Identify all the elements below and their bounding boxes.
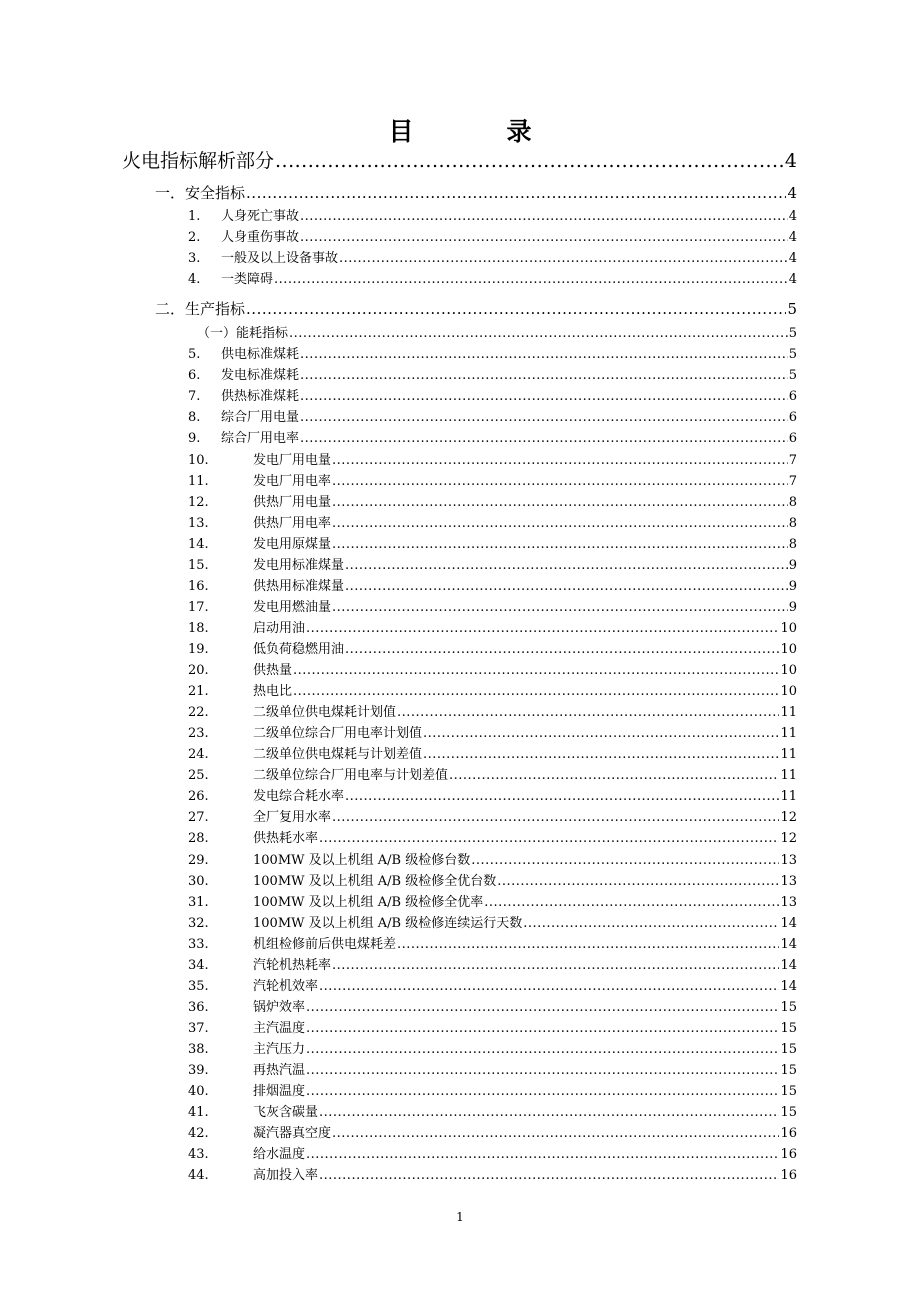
toc-entry-label: 供热厂用电率 xyxy=(253,516,332,531)
toc-entry-label: 汽轮机热耗率 xyxy=(253,958,332,973)
toc-entry[interactable] xyxy=(188,596,797,616)
toc-entry-number: 23. xyxy=(188,726,209,741)
toc-entry-number: 14. xyxy=(188,537,209,552)
toc-entry-page: 8 xyxy=(788,537,797,552)
toc-entry-label: 供热用标准煤量 xyxy=(253,579,345,594)
toc-entry-page: 4 xyxy=(788,272,797,287)
toc-entry-page: 4 xyxy=(787,184,797,202)
toc-entry-page: 14 xyxy=(780,958,797,973)
toc-entry-number: 35. xyxy=(188,979,209,994)
dot-leader xyxy=(449,768,779,783)
dot-leader xyxy=(345,579,788,594)
toc-entry-page: 15 xyxy=(780,1105,797,1120)
toc-entry-page: 10 xyxy=(780,663,797,678)
toc-entry-number: 8. xyxy=(188,410,201,425)
toc-entry-label: 主汽温度 xyxy=(253,1021,306,1036)
dot-leader xyxy=(300,347,788,362)
toc-entry[interactable] xyxy=(188,891,797,911)
toc-entry-number: 17. xyxy=(188,600,209,615)
toc-entry[interactable] xyxy=(188,533,797,553)
dot-leader xyxy=(300,209,788,224)
toc-entry[interactable] xyxy=(188,827,797,847)
toc-entry[interactable] xyxy=(188,226,797,246)
toc-entry-number: 44. xyxy=(188,1168,209,1183)
toc-entry-page: 5 xyxy=(788,368,797,383)
toc-entry-page: 9 xyxy=(788,600,797,615)
toc-entry[interactable] xyxy=(188,449,797,469)
toc-entry-label: 锅炉效率 xyxy=(253,1000,306,1015)
toc-entry-page: 6 xyxy=(788,389,797,404)
toc-entry[interactable] xyxy=(188,427,797,447)
dot-leader xyxy=(275,150,784,172)
dot-leader xyxy=(306,1063,779,1078)
toc-entry-number: 6. xyxy=(188,368,201,383)
toc-entry-number: 37. xyxy=(188,1021,209,1036)
toc-entry-label: 综合厂用电率 xyxy=(221,431,300,446)
toc-entry-label: 低负荷稳燃用油 xyxy=(253,642,345,657)
toc-entry-page: 10 xyxy=(780,642,797,657)
toc-entry-number: 30. xyxy=(188,874,209,889)
dot-leader xyxy=(246,184,786,202)
toc-entry[interactable] xyxy=(188,743,797,763)
toc-entry-number: 18. xyxy=(188,621,209,636)
toc-entry-label: 发电综合耗水率 xyxy=(253,789,345,804)
dot-leader xyxy=(397,937,779,952)
toc-entry-page: 5 xyxy=(787,300,797,318)
toc-entry-label: 100MW 及以上机组 A/B 级检修台数 xyxy=(253,853,471,868)
toc-entry[interactable] xyxy=(188,912,797,932)
toc-entry-page: 11 xyxy=(780,726,797,741)
toc-entry-label: 二级单位供电煤耗与计划差值 xyxy=(253,747,423,762)
toc-entry-label: 热电比 xyxy=(253,684,293,699)
toc-entry-label: 发电用原煤量 xyxy=(253,537,332,552)
toc-entry-number: 32. xyxy=(188,916,209,931)
dot-leader xyxy=(300,389,788,404)
toc-entry[interactable] xyxy=(188,701,797,721)
toc-entry[interactable] xyxy=(155,182,797,202)
toc-entry-number: 20. xyxy=(188,663,209,678)
toc-entry-number: 4. xyxy=(188,272,201,287)
dot-leader xyxy=(345,558,788,573)
toc-entry[interactable] xyxy=(188,343,797,363)
toc-entry-number: 43. xyxy=(188,1147,209,1162)
toc-entry-label: 发电用标准煤量 xyxy=(253,558,345,573)
toc-entry-label: 供热标准煤耗 xyxy=(221,389,300,404)
toc-entry-page: 9 xyxy=(788,558,797,573)
toc-entry[interactable] xyxy=(188,205,797,225)
dot-leader xyxy=(332,516,788,531)
toc-entry-label: 供热量 xyxy=(253,663,293,678)
toc-entry-label: 汽轮机效率 xyxy=(253,979,319,994)
toc-entry-page: 7 xyxy=(788,474,797,489)
toc-entry-page: 5 xyxy=(788,326,797,341)
toc-entry-number: 25. xyxy=(188,768,209,783)
dot-leader xyxy=(306,621,779,636)
dot-leader xyxy=(497,874,779,889)
toc-entry[interactable] xyxy=(188,385,797,405)
toc-entry-number: 22. xyxy=(188,705,209,720)
toc-entry-page: 4 xyxy=(788,230,797,245)
toc-entry-number: 27. xyxy=(188,810,209,825)
toc-entry-number: 38. xyxy=(188,1042,209,1057)
toc-entry-label: 综合厂用电量 xyxy=(221,410,300,425)
toc-entry-page: 16 xyxy=(780,1168,797,1183)
dot-leader xyxy=(471,853,779,868)
dot-leader xyxy=(397,705,779,720)
toc-entry-page: 11 xyxy=(780,789,797,804)
toc-entry[interactable] xyxy=(188,954,797,974)
toc-entry-label: 供热耗水率 xyxy=(253,831,319,846)
toc-entry-number: 28. xyxy=(188,831,209,846)
toc-entry[interactable] xyxy=(188,1143,797,1163)
toc-entry-label: 发电厂用电率 xyxy=(253,474,332,489)
toc-entry-number: 33. xyxy=(188,937,209,952)
dot-leader xyxy=(332,810,779,825)
toc-entry[interactable] xyxy=(188,575,797,595)
toc-entry[interactable] xyxy=(188,1059,797,1079)
toc-entry[interactable] xyxy=(188,722,797,742)
toc-entry[interactable] xyxy=(188,491,797,511)
toc-entry-label: 主汽压力 xyxy=(253,1042,306,1057)
toc-entry-page: 4 xyxy=(788,209,797,224)
dot-leader xyxy=(332,453,788,468)
toc-entry-label: 二级单位供电煤耗计划值 xyxy=(253,705,397,720)
toc-entry-number: 41. xyxy=(188,1105,209,1120)
toc-entry-label: 启动用油 xyxy=(253,621,306,636)
toc-entry[interactable] xyxy=(188,785,797,805)
toc-entry-number: 一． xyxy=(155,184,186,202)
toc-entry-label: 给水温度 xyxy=(253,1147,306,1162)
toc-entry[interactable] xyxy=(197,322,797,342)
toc-entry-label: 机组检修前后供电煤耗差 xyxy=(253,937,397,952)
toc-entry-label: 一类障碍 xyxy=(221,272,274,287)
toc-entry-label: 发电厂用电量 xyxy=(253,453,332,468)
toc-entry-page: 15 xyxy=(780,1042,797,1057)
toc-entry-number: 2. xyxy=(188,230,201,245)
dot-leader xyxy=(300,410,788,425)
toc-entry-page: 15 xyxy=(780,1021,797,1036)
toc-entry-label: 火电指标解析部分 xyxy=(122,150,275,172)
toc-entry-label: 生产指标 xyxy=(185,300,246,318)
toc-entry[interactable] xyxy=(188,659,797,679)
dot-leader xyxy=(300,431,788,446)
dot-leader xyxy=(484,895,779,910)
toc-entry[interactable] xyxy=(188,933,797,953)
toc-entry-number: 26. xyxy=(188,789,209,804)
toc-entry-page: 15 xyxy=(780,1063,797,1078)
dot-leader xyxy=(319,1105,779,1120)
toc-entry-label: 发电用燃油量 xyxy=(253,600,332,615)
toc-entry[interactable] xyxy=(188,1164,797,1184)
toc-entry-number: 42. xyxy=(188,1126,209,1141)
dot-leader xyxy=(345,642,779,657)
dot-leader xyxy=(523,916,779,931)
toc-entry-page: 14 xyxy=(780,937,797,952)
toc-entry[interactable] xyxy=(122,146,797,172)
toc-entry[interactable] xyxy=(188,247,797,267)
dot-leader xyxy=(306,1021,779,1036)
document-title: 目 录 xyxy=(388,117,566,146)
toc-entry-number: 21. xyxy=(188,684,209,699)
toc-entry[interactable] xyxy=(155,298,797,318)
toc-entry-page: 8 xyxy=(788,495,797,510)
dot-leader xyxy=(306,1000,779,1015)
toc-entry-page: 15 xyxy=(780,1084,797,1099)
toc-entry-page: 6 xyxy=(788,410,797,425)
toc-entry-page: 16 xyxy=(780,1147,797,1162)
toc-entry-number: 13. xyxy=(188,516,209,531)
toc-entry-page: 7 xyxy=(788,453,797,468)
dot-leader xyxy=(306,1084,779,1099)
toc-entry-number: 12. xyxy=(188,495,209,510)
toc-entry-page: 10 xyxy=(780,621,797,636)
toc-entry-page: 4 xyxy=(788,251,797,266)
dot-leader xyxy=(332,474,788,489)
toc-entry-label: 100MW 及以上机组 A/B 级检修全优台数 xyxy=(253,874,497,889)
toc-entry-page: 10 xyxy=(780,684,797,699)
toc-entry-number: 19. xyxy=(188,642,209,657)
toc-entry-number: 29. xyxy=(188,853,209,868)
toc-entry-number: 24. xyxy=(188,747,209,762)
toc-entry-number: 34. xyxy=(188,958,209,973)
toc-entry[interactable] xyxy=(188,764,797,784)
toc-entry-page: 16 xyxy=(780,1126,797,1141)
dot-leader xyxy=(300,230,788,245)
toc-entry-page: 4 xyxy=(784,150,797,172)
toc-entry-number: 15. xyxy=(188,558,209,573)
toc-entry-number: 二． xyxy=(155,300,186,318)
toc-entry[interactable] xyxy=(188,680,797,700)
toc-entry-number: 16. xyxy=(188,579,209,594)
toc-entry[interactable] xyxy=(188,1122,797,1142)
toc-entry[interactable] xyxy=(188,1101,797,1121)
dot-leader xyxy=(332,958,779,973)
toc-entry-page: 14 xyxy=(780,916,797,931)
page-number: 1 xyxy=(456,1210,464,1224)
toc-entry-page: 15 xyxy=(780,1000,797,1015)
toc-entry[interactable] xyxy=(188,1038,797,1058)
toc-entry-page: 13 xyxy=(780,874,797,889)
toc-entry-label: 人身重伤事故 xyxy=(221,230,300,245)
dot-leader xyxy=(332,600,788,615)
toc-entry-label: 发电标准煤耗 xyxy=(221,368,300,383)
dot-leader xyxy=(306,1147,779,1162)
toc-entry[interactable] xyxy=(188,268,797,288)
toc-entry[interactable] xyxy=(188,1080,797,1100)
toc-entry-number: 11. xyxy=(188,474,209,489)
toc-entry-number: 39. xyxy=(188,1063,209,1078)
dot-leader xyxy=(345,789,779,804)
toc-entry[interactable] xyxy=(188,870,797,890)
dot-leader xyxy=(339,251,788,266)
toc-entry[interactable] xyxy=(188,406,797,426)
toc-entry-number: 7. xyxy=(188,389,201,404)
toc-entry[interactable] xyxy=(188,364,797,384)
dot-leader xyxy=(306,1042,779,1057)
toc-entry[interactable] xyxy=(188,512,797,532)
toc-entry-number: 36. xyxy=(188,1000,209,1015)
dot-leader xyxy=(332,495,788,510)
dot-leader xyxy=(289,326,788,341)
toc-entry[interactable] xyxy=(188,975,797,995)
toc-entry[interactable] xyxy=(188,1017,797,1037)
dot-leader xyxy=(246,300,786,318)
toc-entry-page: 12 xyxy=(780,831,797,846)
toc-entry-page: 14 xyxy=(780,979,797,994)
toc-entry[interactable] xyxy=(188,554,797,574)
toc-entry[interactable] xyxy=(188,806,797,826)
toc-entry[interactable] xyxy=(188,849,797,869)
toc-entry-page: 8 xyxy=(788,516,797,531)
toc-entry-page: 9 xyxy=(788,579,797,594)
dot-leader xyxy=(423,726,779,741)
toc-entry-page: 11 xyxy=(780,768,797,783)
dot-leader xyxy=(319,979,779,994)
toc-entry-number: 40. xyxy=(188,1084,209,1099)
dot-leader xyxy=(332,1126,779,1141)
toc-entry[interactable] xyxy=(188,470,797,490)
toc-entry-label: 人身死亡事故 xyxy=(221,209,300,224)
toc-entry-label: 安全指标 xyxy=(185,184,246,202)
toc-entry-page: 11 xyxy=(780,705,797,720)
toc-entry-label: 飞灰含碳量 xyxy=(253,1105,319,1120)
toc-entry-number: 1. xyxy=(188,209,201,224)
toc-entry-label: 供电标准煤耗 xyxy=(221,347,300,362)
toc-entry-label: 一般及以上设备事故 xyxy=(221,251,339,266)
toc-entry-label: 二级单位综合厂用电率与计划差值 xyxy=(253,768,449,783)
toc-entry-number: 31. xyxy=(188,895,209,910)
toc-entry-number: （一） xyxy=(197,326,237,341)
toc-entry-label: 供热厂用电量 xyxy=(253,495,332,510)
toc-entry-label: 再热汽温 xyxy=(253,1063,306,1078)
toc-entry-label: 100MW 及以上机组 A/B 级检修连续运行天数 xyxy=(253,916,523,931)
toc-entry-label: 凝汽器真空度 xyxy=(253,1126,332,1141)
dot-leader xyxy=(332,537,788,552)
toc-entry-label: 二级单位综合厂用电率计划值 xyxy=(253,726,423,741)
toc-entry[interactable] xyxy=(188,996,797,1016)
toc-entry-page: 12 xyxy=(780,810,797,825)
toc-entry-page: 5 xyxy=(788,347,797,362)
toc-entry[interactable] xyxy=(188,617,797,637)
toc-entry-label: 全厂复用水率 xyxy=(253,810,332,825)
dot-leader xyxy=(300,368,788,383)
toc-entry-page: 11 xyxy=(780,747,797,762)
toc-entry-number: 9. xyxy=(188,431,201,446)
toc-entry-page: 6 xyxy=(788,431,797,446)
dot-leader xyxy=(319,831,779,846)
dot-leader xyxy=(274,272,788,287)
toc-entry-page: 13 xyxy=(780,853,797,868)
toc-entry-number: 10. xyxy=(188,453,209,468)
toc-entry-label: 能耗指标 xyxy=(236,326,289,341)
toc-entry-label: 100MW 及以上机组 A/B 级检修全优率 xyxy=(253,895,484,910)
toc-entry-page: 13 xyxy=(780,895,797,910)
dot-leader xyxy=(319,1168,779,1183)
toc-entry-number: 5. xyxy=(188,347,201,362)
dot-leader xyxy=(293,663,779,678)
dot-leader xyxy=(423,747,779,762)
toc-entry-label: 高加投入率 xyxy=(253,1168,319,1183)
dot-leader xyxy=(293,684,779,699)
toc-entry-number: 3. xyxy=(188,251,201,266)
toc-entry[interactable] xyxy=(188,638,797,658)
toc-entry-label: 排烟温度 xyxy=(253,1084,306,1099)
